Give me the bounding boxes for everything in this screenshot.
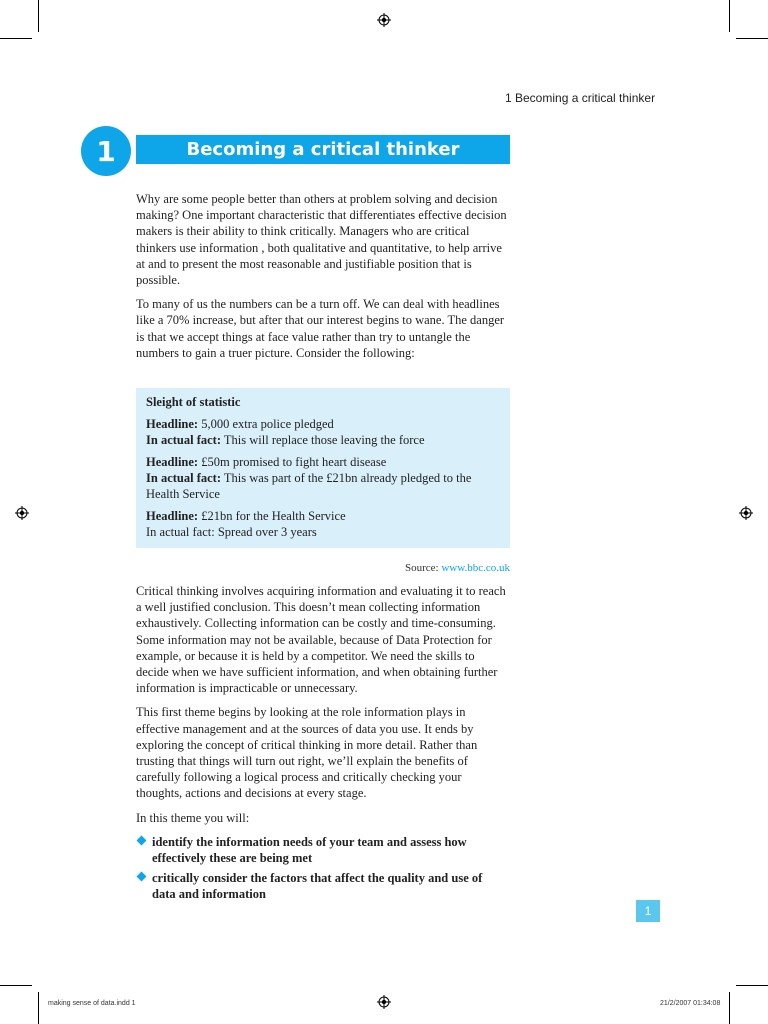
chapter-title: Becoming a critical thinker <box>136 135 510 164</box>
callout-text: £50m promised to fight heart disease <box>198 455 387 469</box>
paragraph: Why are some people better than others at problem solving and decision making? One important characteristic that differentiates effective decision makers is their ability to think critically. Managers who are critical thinkers use information , both qualitative and quantitative, to help arrive at and to present the most reasonable and justifiable position that is possible. <box>136 192 507 288</box>
paragraph: In this theme you will: <box>136 810 250 825</box>
main-text <box>136 583 508 907</box>
source-link[interactable]: www.bbc.co.uk <box>441 562 510 574</box>
callout-title: Sleight of statistic <box>146 395 241 409</box>
crop-mark <box>0 38 32 39</box>
callout-text: 5,000 extra police pledged <box>198 417 334 431</box>
paragraph: This first theme begins by looking at the role information plays in effective management and at the sources of data you use. It ends by exploring the concept of critical thinking in more detail. Rather than trusting that things will turn out right, we’ll explain the benefits of carefully following a logical process and critically checking your thoughts, actions and decisions at every stage. <box>136 705 478 801</box>
callout-text: In actual fact: Spread over 3 years <box>146 525 317 539</box>
callout-item <box>146 454 500 502</box>
running-head: 1 Becoming a critical thinker <box>505 91 656 105</box>
callout-label: Headline: <box>146 509 199 523</box>
crop-mark <box>38 0 39 32</box>
paragraph: Critical thinking involves acquiring information and evaluating it to reach a well justified conclusion. This doesn’t mean collecting information exhaustively. Collecting information can be costly and time-consuming. Some information may not be available, because of Data Protection for example, or because it is held by a competitor. We need the skills to decide when we have sufficient information, and when obtaining further information is impracticable or unnecessary. <box>136 584 506 696</box>
list-item: identify the information needs of your team and assess how effectively these are being met <box>136 834 508 866</box>
page-number: 1 <box>636 900 660 922</box>
callout-text: £21bn for the Health Service <box>198 509 346 523</box>
slug-filename: making sense of data.indd 1 <box>48 1000 136 1007</box>
callout-label: In actual fact: <box>146 433 221 447</box>
crop-mark <box>729 0 730 32</box>
diamond-bullet-icon <box>137 872 147 882</box>
paragraph: To many of us the numbers can be a turn off. We can deal with headlines like a 70% increase, but after that our interest begins to wane. The danger is that we accept things at face value rather than try to untangle the numbers to gain a truer picture. Consider the following: <box>136 297 505 360</box>
crop-mark <box>736 38 768 39</box>
source-label: Source: <box>405 562 442 574</box>
crop-mark <box>736 985 768 986</box>
crop-mark <box>38 992 39 1024</box>
registration-mark-icon <box>15 506 29 520</box>
callout-text: This will replace those leaving the force <box>221 433 425 447</box>
callout-item <box>146 416 500 448</box>
registration-mark-icon <box>377 13 391 27</box>
callout-label: In actual fact: <box>146 471 221 485</box>
slug-timestamp: 21/2/2007 01:34:08 <box>660 1000 721 1007</box>
chapter-number-badge: 1 <box>81 126 131 176</box>
registration-mark-icon <box>739 506 753 520</box>
objectives-list <box>136 834 508 903</box>
callout-item <box>146 508 500 540</box>
source-line <box>136 562 510 574</box>
list-item: critically consider the factors that affect the quality and use of data and information <box>136 870 508 902</box>
callout-label: Headline: <box>146 455 199 469</box>
crop-mark <box>729 992 730 1024</box>
callout-box <box>136 388 510 548</box>
callout-text: This was part of the £21bn already pledged to the Health Service <box>146 471 472 501</box>
callout-label: Headline: <box>146 417 199 431</box>
crop-mark <box>0 985 32 986</box>
registration-mark-icon <box>377 995 391 1009</box>
intro-text <box>136 191 508 369</box>
diamond-bullet-icon <box>137 835 147 845</box>
